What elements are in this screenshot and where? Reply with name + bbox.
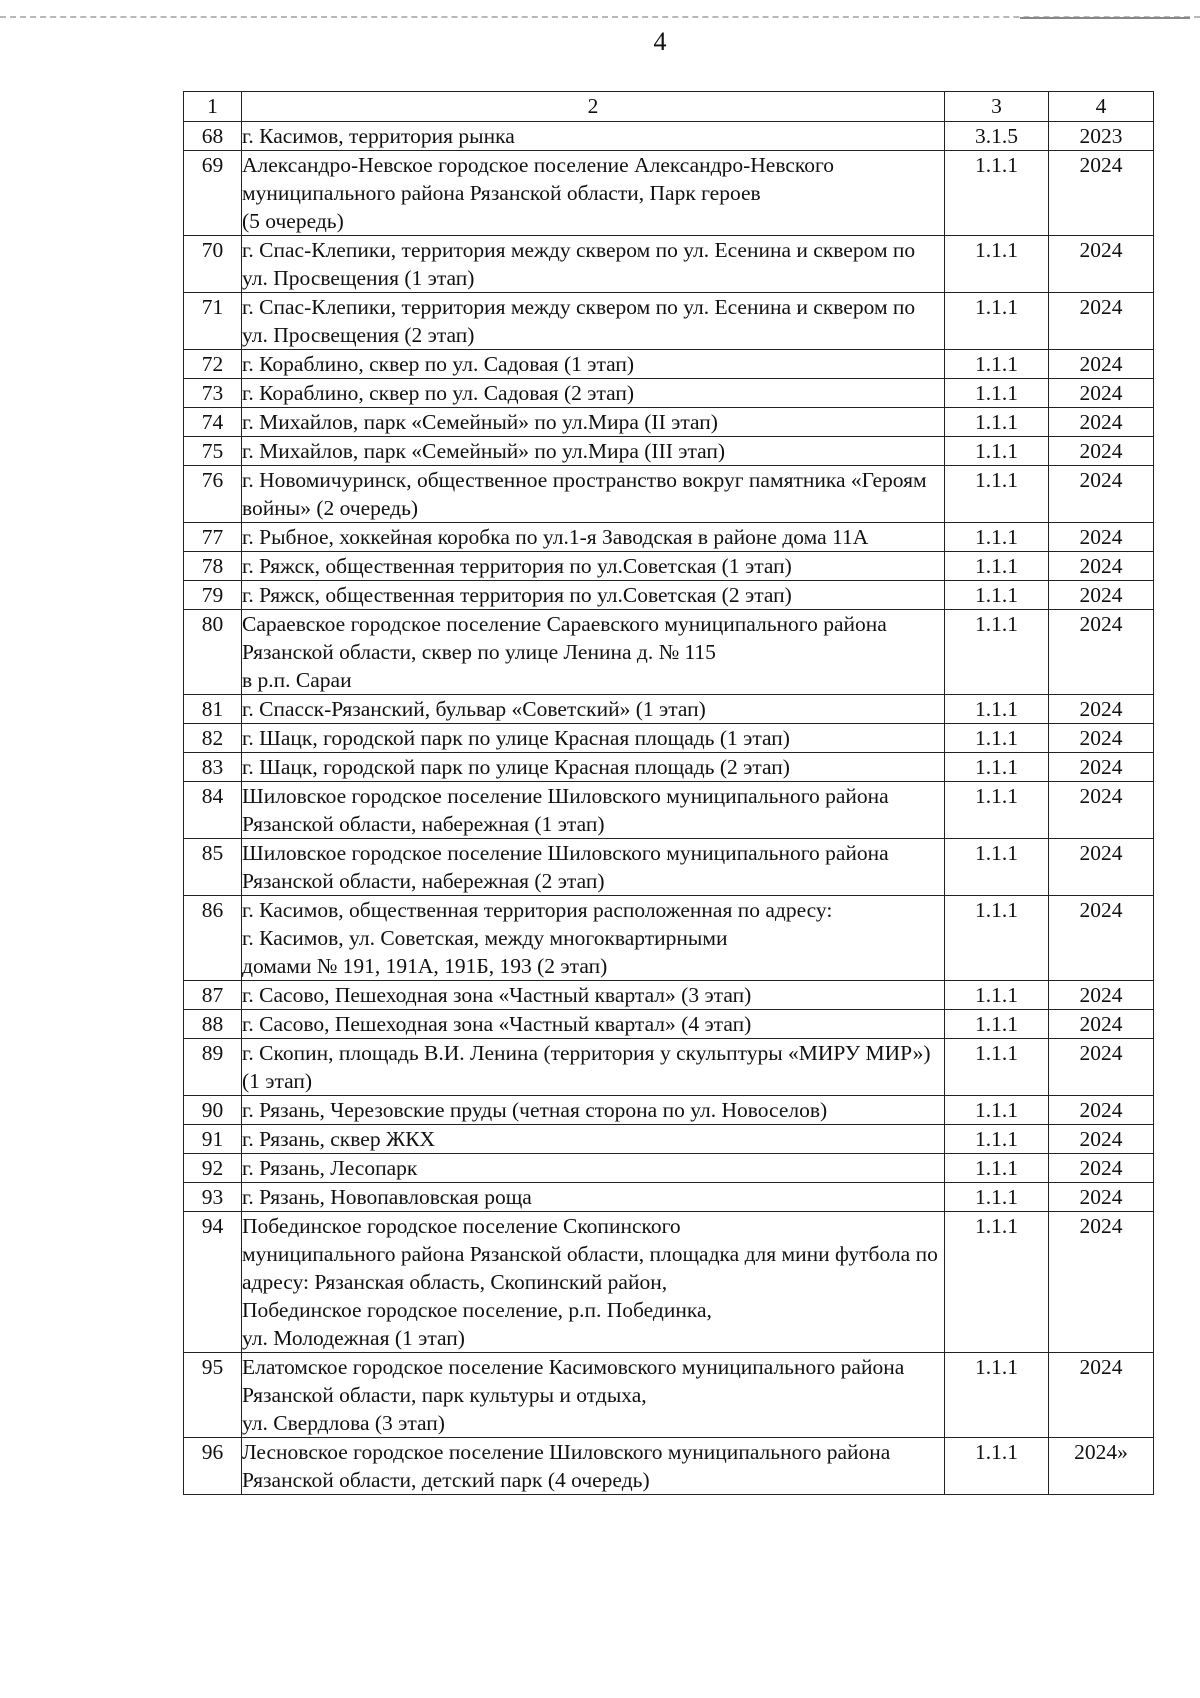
row-object-name: г. Спас-Клепики, территория между сквером по ул. Есенина и сквером по ул. Просвещения (1 этап): [242, 236, 945, 293]
row-year: 2024: [1049, 839, 1154, 896]
row-year: 2024: [1049, 151, 1154, 236]
row-code: 1.1.1: [945, 1039, 1049, 1096]
row-year: 2024: [1049, 293, 1154, 350]
row-object-name: г. Ряжск, общественная территория по ул.Советская (1 этап): [242, 552, 945, 581]
table-row: [184, 695, 1154, 724]
column-header-1: 1: [184, 92, 242, 122]
row-code: 1.1.1: [945, 552, 1049, 581]
row-object-name: Сараевское городское поселение Сараевского муниципального района Рязанской области, сквер по улице Ленина д. № 115 в р.п. Сараи: [242, 610, 945, 695]
table-row: [184, 581, 1154, 610]
row-year: 2024: [1049, 1125, 1154, 1154]
row-year: 2024: [1049, 408, 1154, 437]
table-row: [184, 1096, 1154, 1125]
row-number: 95: [184, 1353, 242, 1438]
column-header-3: 3: [945, 92, 1049, 122]
row-code: 1.1.1: [945, 1010, 1049, 1039]
row-object-name: г. Кораблино, сквер по ул. Садовая (1 этап): [242, 350, 945, 379]
table-row: [184, 724, 1154, 753]
row-object-name: Побединское городское поселение Скопинского муниципального района Рязанской области, площадка для мини футбола по адресу: Рязанская область, Скопинский район, Побединское городское поселение, р.п. Побединка, ул. Молодежная (1 этап): [242, 1212, 945, 1353]
row-number: 71: [184, 293, 242, 350]
row-year: 2024: [1049, 1353, 1154, 1438]
row-number: 72: [184, 350, 242, 379]
row-object-name: Лесновское городское поселение Шиловского муниципального района Рязанской области, детский парк (4 очередь): [242, 1438, 945, 1495]
row-number: 89: [184, 1039, 242, 1096]
row-year: 2024»: [1049, 1438, 1154, 1495]
row-object-name: г. Рязань, сквер ЖКХ: [242, 1125, 945, 1154]
row-code: 1.1.1: [945, 1353, 1049, 1438]
row-number: 83: [184, 753, 242, 782]
row-code: 1.1.1: [945, 1096, 1049, 1125]
table-header-row: [184, 92, 1154, 122]
row-number: 84: [184, 782, 242, 839]
row-year: 2024: [1049, 1096, 1154, 1125]
row-code: 1.1.1: [945, 581, 1049, 610]
row-code: 1.1.1: [945, 981, 1049, 1010]
table-row: [184, 1154, 1154, 1183]
row-object-name: г. Рязань, Черезовские пруды (четная сторона по ул. Новоселов): [242, 1096, 945, 1125]
row-year: 2024: [1049, 437, 1154, 466]
row-number: 90: [184, 1096, 242, 1125]
row-number: 79: [184, 581, 242, 610]
row-object-name: г. Касимов, общественная территория расположенная по адресу: г. Касимов, ул. Советская, между многоквартирными домами № 191, 191А, 191Б, 193 (2 этап): [242, 896, 945, 981]
row-object-name: г. Рязань, Новопавловская роща: [242, 1183, 945, 1212]
table-row: [184, 610, 1154, 695]
table-row: [184, 151, 1154, 236]
table-row: [184, 379, 1154, 408]
row-year: 2024: [1049, 1010, 1154, 1039]
row-number: 87: [184, 981, 242, 1010]
row-year: 2024: [1049, 1154, 1154, 1183]
row-year: 2024: [1049, 896, 1154, 981]
row-object-name: Александро-Невское городское поселение Александро-Невского муниципального района Рязанской области, Парк героев (5 очередь): [242, 151, 945, 236]
row-year: 2024: [1049, 724, 1154, 753]
table-row: [184, 1039, 1154, 1096]
table-row: [184, 782, 1154, 839]
scan-edge-line: [1020, 17, 1190, 19]
row-object-name: г. Новомичуринск, общественное пространство вокруг памятника «Героям войны» (2 очередь): [242, 466, 945, 523]
row-code: 1.1.1: [945, 466, 1049, 523]
row-year: 2024: [1049, 379, 1154, 408]
table-body: [184, 122, 1154, 1495]
row-year: 2024: [1049, 1183, 1154, 1212]
table-row: [184, 1010, 1154, 1039]
row-year: 2024: [1049, 466, 1154, 523]
row-object-name: г. Михайлов, парк «Семейный» по ул.Мира (III этап): [242, 437, 945, 466]
column-header-4: 4: [1049, 92, 1154, 122]
row-object-name: г. Ряжск, общественная территория по ул.Советская (2 этап): [242, 581, 945, 610]
row-code: 1.1.1: [945, 408, 1049, 437]
row-year: 2024: [1049, 695, 1154, 724]
table-row: [184, 523, 1154, 552]
table-row: [184, 839, 1154, 896]
row-number: 94: [184, 1212, 242, 1353]
row-code: 1.1.1: [945, 151, 1049, 236]
row-code: 1.1.1: [945, 236, 1049, 293]
row-object-name: Елатомское городское поселение Касимовского муниципального района Рязанской области, парк культуры и отдыха, ул. Свердлова (3 этап): [242, 1353, 945, 1438]
row-code: 1.1.1: [945, 379, 1049, 408]
row-object-name: г. Спасск-Рязанский, бульвар «Советский» (1 этап): [242, 695, 945, 724]
row-number: 85: [184, 839, 242, 896]
row-year: 2024: [1049, 782, 1154, 839]
row-year: 2024: [1049, 981, 1154, 1010]
row-object-name: Шиловское городское поселение Шиловского муниципального района Рязанской области, набережная (1 этап): [242, 782, 945, 839]
row-number: 91: [184, 1125, 242, 1154]
row-number: 74: [184, 408, 242, 437]
row-code: 1.1.1: [945, 1125, 1049, 1154]
table-row: [184, 437, 1154, 466]
row-number: 93: [184, 1183, 242, 1212]
row-code: 1.1.1: [945, 293, 1049, 350]
row-year: 2024: [1049, 610, 1154, 695]
row-object-name: г. Рязань, Лесопарк: [242, 1154, 945, 1183]
row-year: 2024: [1049, 236, 1154, 293]
table-row: [184, 981, 1154, 1010]
row-code: 1.1.1: [945, 724, 1049, 753]
row-number: 68: [184, 122, 242, 151]
projects-table: [183, 91, 1154, 1495]
table-row: [184, 466, 1154, 523]
row-number: 78: [184, 552, 242, 581]
row-number: 80: [184, 610, 242, 695]
row-number: 75: [184, 437, 242, 466]
table-row: [184, 1438, 1154, 1495]
table-row: [184, 122, 1154, 151]
row-number: 88: [184, 1010, 242, 1039]
row-year: 2024: [1049, 552, 1154, 581]
row-code: 3.1.5: [945, 122, 1049, 151]
row-object-name: г. Сасово, Пешеходная зона «Частный квартал» (4 этап): [242, 1010, 945, 1039]
row-code: 1.1.1: [945, 437, 1049, 466]
row-code: 1.1.1: [945, 782, 1049, 839]
row-code: 1.1.1: [945, 695, 1049, 724]
table-row: [184, 1353, 1154, 1438]
table-row: [184, 1125, 1154, 1154]
row-number: 92: [184, 1154, 242, 1183]
row-year: 2024: [1049, 523, 1154, 552]
row-code: 1.1.1: [945, 753, 1049, 782]
table-row: [184, 236, 1154, 293]
row-number: 86: [184, 896, 242, 981]
row-object-name: г. Михайлов, парк «Семейный» по ул.Мира (II этап): [242, 408, 945, 437]
row-code: 1.1.1: [945, 350, 1049, 379]
row-year: 2024: [1049, 1039, 1154, 1096]
row-number: 69: [184, 151, 242, 236]
row-year: 2024: [1049, 350, 1154, 379]
table-row: [184, 552, 1154, 581]
row-number: 96: [184, 1438, 242, 1495]
row-number: 77: [184, 523, 242, 552]
row-object-name: г. Кораблино, сквер по ул. Садовая (2 этап): [242, 379, 945, 408]
row-code: 1.1.1: [945, 839, 1049, 896]
table-row: [184, 293, 1154, 350]
row-year: 2023: [1049, 122, 1154, 151]
table-row: [184, 896, 1154, 981]
row-object-name: г. Рыбное, хоккейная коробка по ул.1-я Заводская в районе дома 11А: [242, 523, 945, 552]
column-header-2: 2: [242, 92, 945, 122]
row-object-name: г. Шацк, городской парк по улице Красная площадь (2 этап): [242, 753, 945, 782]
row-number: 73: [184, 379, 242, 408]
row-number: 81: [184, 695, 242, 724]
row-code: 1.1.1: [945, 1212, 1049, 1353]
row-object-name: г. Спас-Клепики, территория между сквером по ул. Есенина и сквером по ул. Просвещения (2 этап): [242, 293, 945, 350]
row-number: 76: [184, 466, 242, 523]
row-code: 1.1.1: [945, 1154, 1049, 1183]
row-object-name: г. Сасово, Пешеходная зона «Частный квартал» (3 этап): [242, 981, 945, 1010]
table-row: [184, 350, 1154, 379]
table-row: [184, 753, 1154, 782]
row-code: 1.1.1: [945, 1183, 1049, 1212]
row-code: 1.1.1: [945, 523, 1049, 552]
row-code: 1.1.1: [945, 610, 1049, 695]
page-number: 4: [653, 27, 667, 56]
row-object-name: г. Скопин, площадь В.И. Ленина (территория у скульптуры «МИРУ МИР») (1 этап): [242, 1039, 945, 1096]
table-row: [184, 1183, 1154, 1212]
table-row: [184, 1212, 1154, 1353]
row-object-name: г. Шацк, городской парк по улице Красная площадь (1 этап): [242, 724, 945, 753]
row-code: 1.1.1: [945, 896, 1049, 981]
row-object-name: г. Касимов, территория рынка: [242, 122, 945, 151]
row-year: 2024: [1049, 753, 1154, 782]
row-year: 2024: [1049, 581, 1154, 610]
table-row: [184, 408, 1154, 437]
row-code: 1.1.1: [945, 1438, 1049, 1495]
row-number: 82: [184, 724, 242, 753]
row-number: 70: [184, 236, 242, 293]
row-object-name: Шиловское городское поселение Шиловского муниципального района Рязанской области, набережная (2 этап): [242, 839, 945, 896]
row-year: 2024: [1049, 1212, 1154, 1353]
